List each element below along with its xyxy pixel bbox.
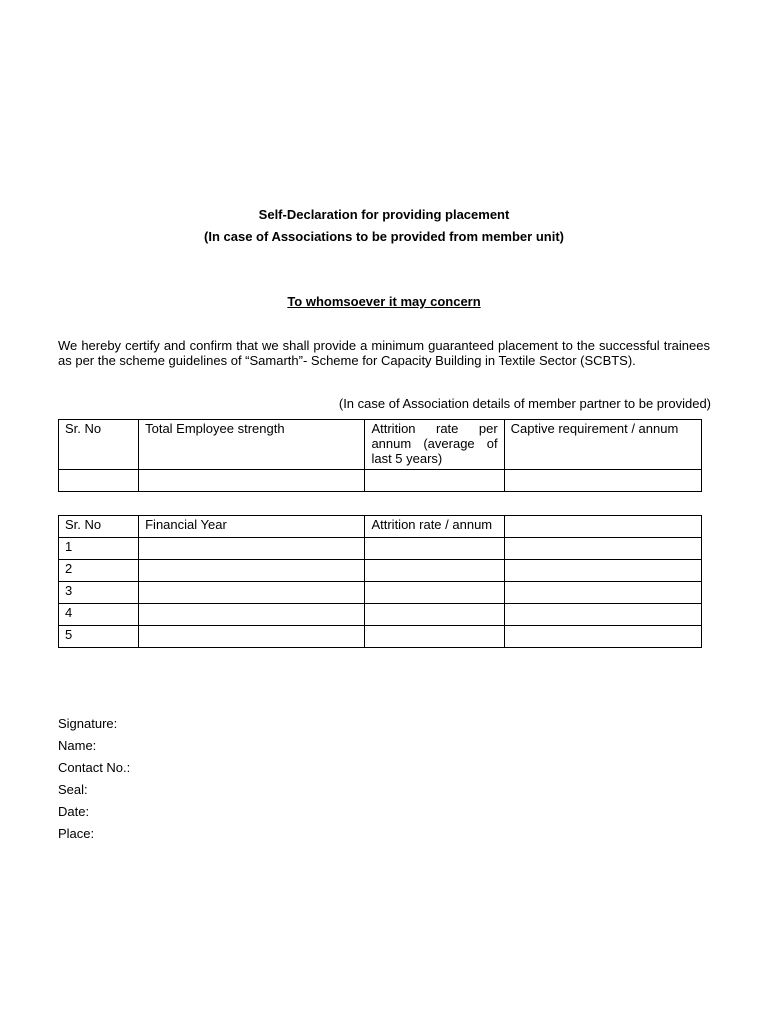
association-note: (In case of Association details of member partner to be provided) [338, 396, 711, 411]
seal-label: Seal: [58, 782, 88, 797]
table-cell[interactable] [365, 626, 504, 648]
table-cell[interactable] [139, 582, 365, 604]
table-cell[interactable] [139, 538, 365, 560]
header-cell [504, 516, 701, 538]
row-number-cell: 4 [59, 604, 139, 626]
header-cell: Attrition rate per annum (average of last 5 years) [365, 420, 504, 470]
table-row [59, 560, 702, 582]
header-cell: Financial Year [139, 516, 365, 538]
certification-paragraph: We hereby certify and confirm that we shall provide a minimum guaranteed placement to the successful trainees as per the scheme guidelines of “Samarth”- Scheme for Capacity Building in Textile Sector (SCBTS). [58, 338, 710, 368]
table-row [59, 470, 702, 492]
table-row [59, 604, 702, 626]
row-number-cell: 3 [59, 582, 139, 604]
signature-block [58, 716, 130, 848]
table-header-row [59, 420, 702, 470]
table-header-row [59, 516, 702, 538]
table-cell[interactable] [365, 604, 504, 626]
salutation: To whomsoever it may concern [287, 294, 481, 309]
table-cell[interactable] [504, 560, 701, 582]
table-cell[interactable] [504, 604, 701, 626]
row-number-cell: 5 [59, 626, 139, 648]
header-cell: Attrition rate / annum [365, 516, 504, 538]
table-cell[interactable] [59, 470, 139, 492]
table-cell[interactable] [504, 538, 701, 560]
contact-no-label: Contact No.: [58, 760, 131, 775]
table-cell[interactable] [504, 626, 701, 648]
signature-label: Signature: [58, 716, 118, 731]
employee-strength-table [58, 419, 702, 492]
table-row [59, 582, 702, 604]
row-number-cell: 1 [59, 538, 139, 560]
table-row [59, 538, 702, 560]
header-cell: Sr. No [59, 516, 139, 538]
attrition-table [58, 515, 702, 648]
place-label: Place: [58, 826, 95, 841]
table-cell[interactable] [139, 470, 365, 492]
header-cell: Sr. No [59, 420, 139, 470]
document-title: Self-Declaration for providing placement [258, 207, 510, 222]
table-cell[interactable] [139, 626, 365, 648]
table-row [59, 626, 702, 648]
header-cell: Captive requirement / annum [504, 420, 701, 470]
header-cell: Total Employee strength [139, 420, 365, 470]
table-cell[interactable] [139, 560, 365, 582]
document-subtitle: (In case of Associations to be provided from member unit) [204, 229, 564, 244]
row-number-cell: 2 [59, 560, 139, 582]
table-cell[interactable] [139, 604, 365, 626]
table-cell[interactable] [365, 560, 504, 582]
table-cell[interactable] [365, 582, 504, 604]
name-label: Name: [58, 738, 97, 753]
table-cell[interactable] [504, 470, 701, 492]
table-cell[interactable] [504, 582, 701, 604]
table-cell[interactable] [365, 470, 504, 492]
date-label: Date: [58, 804, 90, 819]
table-cell[interactable] [365, 538, 504, 560]
